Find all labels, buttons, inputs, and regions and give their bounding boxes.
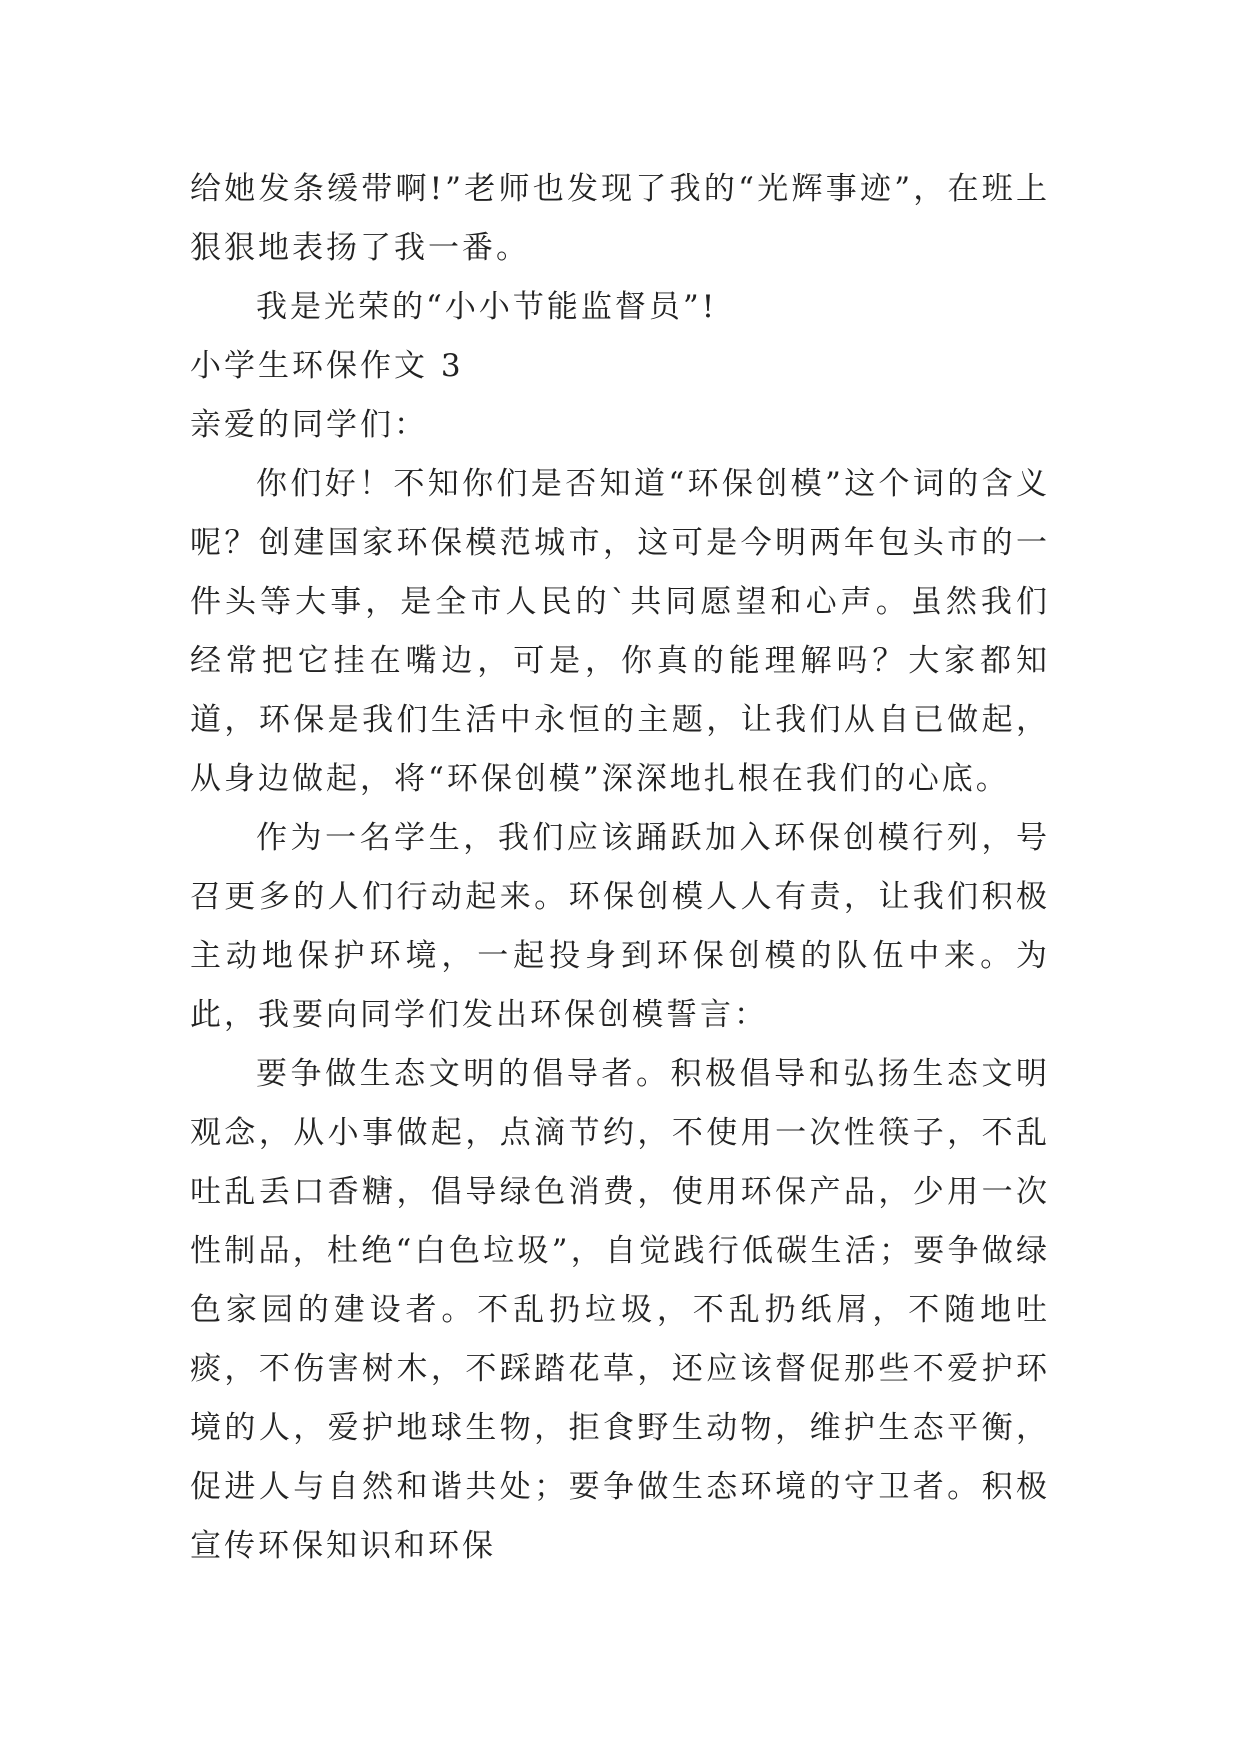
salutation: 亲爱的同学们： bbox=[190, 407, 428, 443]
body-paragraph-3: 要争做生态文明的倡导者。积极倡导和弘扬生态文明观念，从小事做起，点滴节约，不使用一次性筷子，不乱吐乱丢口香糖，倡导绿色消费，使用环保产品，少用一次性制品，杜绝“白色垃圾”，自觉践行低碳生活；要争做绿色家园的建设者。不乱扔垃圾，不乱扔纸屑，不随地吐痰，不伤害树木，不踩踏花草，还应该督促那些不爱护环境的人，爱护地球生物，拒食野生动物，维护生态平衡，促进人与自然和谐共处；要争做生态环境的守卫者。积极宣传环保知识和环保 bbox=[190, 1056, 1050, 1564]
continued-paragraph: 给她发条缓带啊!”老师也发现了我的“光辉事迹”，在班上狠狠地表扬了我一番。 bbox=[190, 171, 1050, 266]
document-content bbox=[190, 160, 1050, 1576]
body-paragraph-1: 你们好！不知你们是否知道“环保创模”这个词的含义呢？创建国家环保模范城市，这可是今明两年包头市的一件头等大事，是全市人民的`共同愿望和心声。虽然我们经常把它挂在嘴边，可是，你真的能理解吗？大家都知道，环保是我们生活中永恒的主题，让我们从自已做起，从身边做起，将“环保创模”深深地扎根在我们的心底。 bbox=[190, 466, 1050, 797]
closing-paragraph: 我是光荣的“小小节能监督员”! bbox=[256, 289, 718, 325]
essay-title: 小学生环保作文 3 bbox=[190, 348, 464, 384]
body-paragraph-2: 作为一名学生，我们应该踊跃加入环保创模行列，号召更多的人们行动起来。环保创模人人有责，让我们积极主动地保护环境，一起投身到环保创模的队伍中来。为此，我要向同学们发出环保创模誓言： bbox=[190, 820, 1050, 1033]
